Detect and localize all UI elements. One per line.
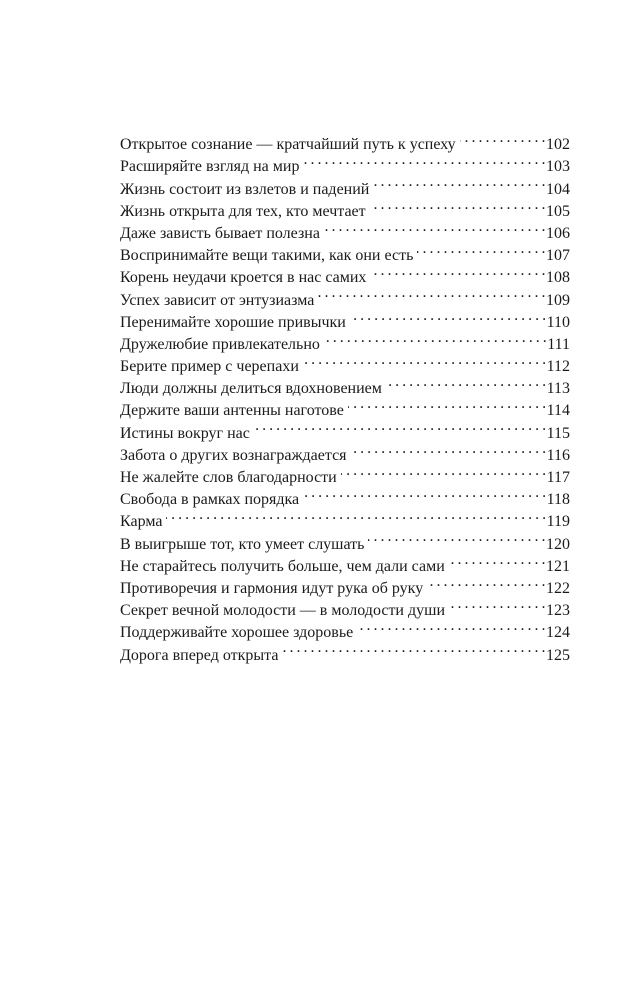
dot-leader [282,637,545,659]
toc-entry-page-number: 122 [546,579,570,597]
toc-entry-page-number: 111 [547,335,570,353]
toc-entry-page-number: 116 [546,446,570,464]
dot-leader [351,438,546,460]
toc-entry-page-number: 124 [546,624,570,642]
dot-leader [166,504,545,526]
toc-entry-page-number: 106 [546,224,570,242]
toc-entry-title: Карма [120,513,163,531]
dot-leader [348,393,546,415]
toc-entry-title: Не жалейте слов благодарности [120,469,337,486]
toc-entry-page-number: 104 [546,180,570,198]
toc-entry-page-number: 113 [546,380,570,398]
toc-entry-title: Открытое сознание — кратчайший путь к успеху [120,136,456,154]
dot-leader [357,615,545,637]
toc-entry-title: Даже зависть бывает полезна [120,224,320,242]
dot-leader [373,171,545,193]
dot-leader [341,460,546,482]
toc-entry-page-number: 110 [546,313,570,331]
toc-entry [120,127,570,154]
toc-entry-page-number: 103 [546,158,570,176]
toc-entry-page-number: 105 [546,202,570,220]
toc-entry-title: Истины вокруг нас [120,424,250,442]
toc-entry-title: Люди должны делиться вдохновением [120,380,382,398]
dot-leader [370,194,545,216]
toc-entry [120,526,570,553]
dot-leader [303,482,545,504]
toc-entry-page-number: 115 [546,424,570,442]
dot-leader [318,282,545,304]
toc-entry-title: Свобода в рамках порядка [120,491,300,509]
dot-leader [350,305,546,327]
dot-leader [254,415,546,437]
toc-entry-page-number: 107 [546,247,570,265]
toc-entry-page-number: 119 [546,513,570,531]
toc-entry-title: Расширяйте взгляд на мир [120,158,300,176]
toc-entry-title: Не старайтесь получить больше, чем дали сами [120,557,445,575]
dot-leader [324,327,546,349]
toc-entry-title: Противоречия и гармония идут рука об руку [120,579,424,597]
toc-entry-page-number: 108 [546,269,570,287]
toc-entry [120,504,570,531]
toc-entry-title: Секрет вечной молодости — в молодости души [120,602,446,620]
dot-leader [386,371,546,393]
toc-entry-page-number: 123 [546,602,570,620]
toc-entry-title: Забота о других вознаграждается [120,446,347,464]
dot-leader [324,216,545,238]
dot-leader [303,149,545,171]
toc-entry-title: Успех зависит от энтузиазма [120,291,315,309]
toc-entry-title: Корень неудачи кроется в нас самих [120,269,367,287]
toc-entry-page-number: 109 [546,291,570,309]
dot-leader [370,260,545,282]
dot-leader [460,127,545,149]
table-of-contents [120,127,570,664]
dot-leader [449,549,545,571]
toc-entry-title: Воспринимайте вещи такими, как они есть [120,247,414,265]
dot-leader [303,349,546,371]
toc-entry-title: Берите пример с черепахи [120,358,299,376]
toc-entry-title: В выигрыше тот, кто умеет слушать [120,535,365,553]
toc-entry-page-number: 120 [546,535,570,553]
toc-entry-title: Жизнь состоит из взлетов и падений [120,180,370,198]
toc-entry-title: Поддерживайте хорошее здоровье [120,624,354,642]
dot-leader [427,571,545,593]
toc-entry-title: Дружелюбие привлекательно [120,335,320,353]
toc-entry-title: Жизнь открыта для тех, кто мечтает [120,202,366,220]
dot-leader [368,526,545,548]
toc-entry-title: Дорога вперед открыта [120,646,279,664]
toc-entry-page-number: 112 [546,358,570,376]
toc-entry-page-number: 114 [546,402,570,420]
toc-entry-page-number: 117 [546,469,570,486]
toc-entry-title: Держите ваши антенны наготове [120,402,344,420]
dot-leader [449,593,545,615]
toc-entry-page-number: 118 [546,491,570,509]
toc-entry-page-number: 121 [546,557,570,575]
toc-entry-page-number: 102 [546,136,570,154]
toc-entry-title: Перенимайте хорошие привычки [120,313,346,331]
toc-entry-page-number: 125 [546,646,570,664]
dot-leader [417,238,545,260]
